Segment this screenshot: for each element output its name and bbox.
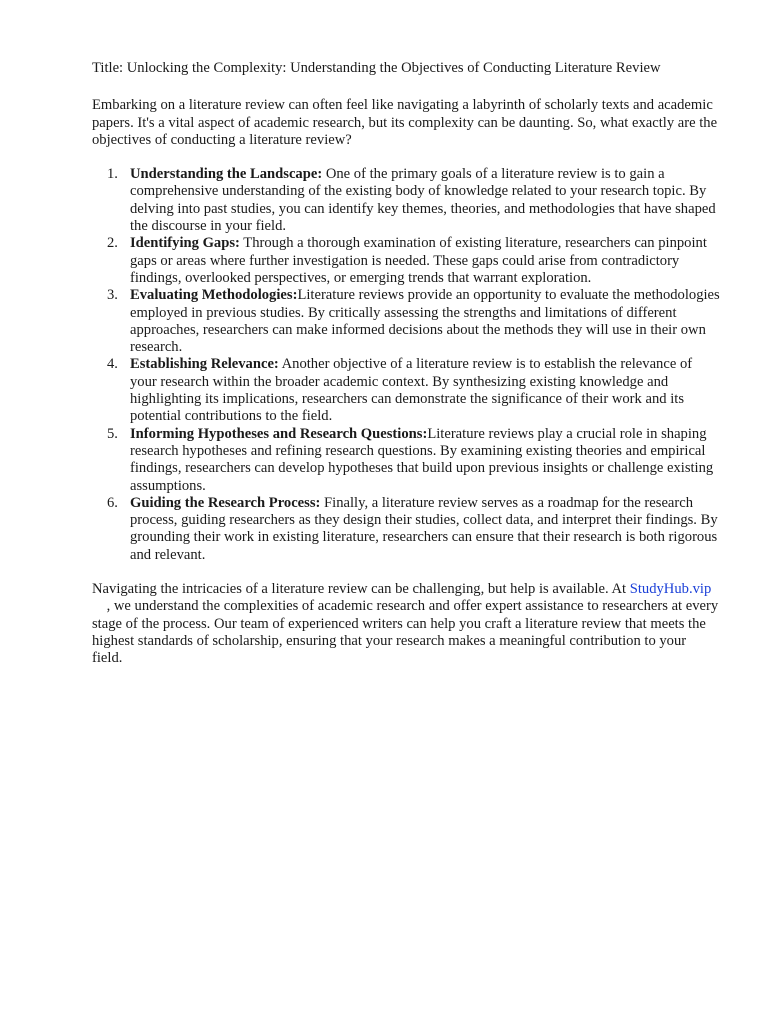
list-item-text: Literature reviews provide an opportunity to evaluate the methodologies employed in previous studies. By critically assessing the strengths and limitations of different approaches, researchers can make informed decisions about the methods they will use in their own research. — [130, 287, 720, 356]
list-item — [92, 495, 720, 564]
document-page — [92, 60, 720, 685]
list-item-number: 1. — [107, 166, 118, 183]
document-title: Title: Unlocking the Complexity: Understanding the Objectives of Conducting Literature Review — [92, 60, 661, 76]
list-item — [92, 235, 720, 287]
list-item-number: 5. — [107, 425, 118, 442]
list-item-heading: Establishing Relevance: — [130, 356, 279, 373]
list-item — [92, 166, 720, 235]
list-item-text: Literature reviews play a crucial role in shaping research hypotheses and refining research questions. By examining existing theories and empirical findings, researchers can develop hypotheses that build upon previous insights or challenge existing assumptions. — [130, 425, 714, 494]
intro-paragraph: Embarking on a literature review can often feel like navigating a labyrinth of scholarly texts and academic papers. It's a vital aspect of academic research, but its complexity can be daunting. So, what exactly are the objectives of conducting a literature review? — [92, 97, 718, 148]
list-item-heading: Informing Hypotheses and Research Questions: — [130, 425, 428, 442]
list-item — [92, 287, 720, 356]
objectives-list — [92, 166, 720, 564]
list-item-number: 2. — [107, 235, 118, 252]
list-item-heading: Guiding the Research Process: — [130, 494, 321, 511]
list-item-text: One of the primary goals of a literature review is to gain a comprehensive understanding of the existing body of knowledge related to your research topic. By delving into past studies, you can identify key themes, theories, and methodologies that have shaped the discourse in your field. — [130, 166, 716, 235]
list-item-number: 3. — [107, 287, 118, 304]
list-item-number: 6. — [107, 494, 118, 511]
list-item-text: Finally, a literature review serves as a roadmap for the research process, guiding researchers as they design their studies, collect data, and interpret their findings. By grounding their work in existing literature, researchers can ensure that their research is both rigorous and relevant. — [130, 494, 718, 563]
list-item-heading: Understanding the Landscape: — [130, 166, 323, 183]
list-item — [92, 356, 720, 425]
closing-text-before-link: Navigating the intricacies of a literature review can be challenging, but help is available. At — [92, 581, 630, 598]
list-item — [92, 426, 720, 495]
list-item-text: Another objective of a literature review is to establish the relevance of your research within the broader academic context. By synthesizing existing knowledge and highlighting its implications, researchers can demonstrate the significance of their work and its potential contributions to the field. — [130, 356, 693, 425]
list-item-heading: Identifying Gaps: — [130, 235, 240, 252]
list-item-text: Through a thorough examination of existing literature, researchers can pinpoint gaps or areas where further investigation is needed. These gaps could arise from contradictory findings, overlooked perspectives, or emerging trends that warrant exploration. — [130, 235, 707, 286]
list-item-heading: Evaluating Methodologies: — [130, 287, 298, 304]
studyhub-link[interactable]: StudyHub.vip — [629, 581, 712, 598]
closing-paragraph — [92, 581, 720, 667]
closing-text-after-link: , we understand the complexities of academic research and offer expert assistance to researchers at every stage of the process. Our team of experienced writers can help you craft a literature review that meets the highest standards of scholarship, ensuring that your research makes a meaningful contribution to your field. — [92, 598, 719, 667]
list-item-number: 4. — [107, 356, 118, 373]
